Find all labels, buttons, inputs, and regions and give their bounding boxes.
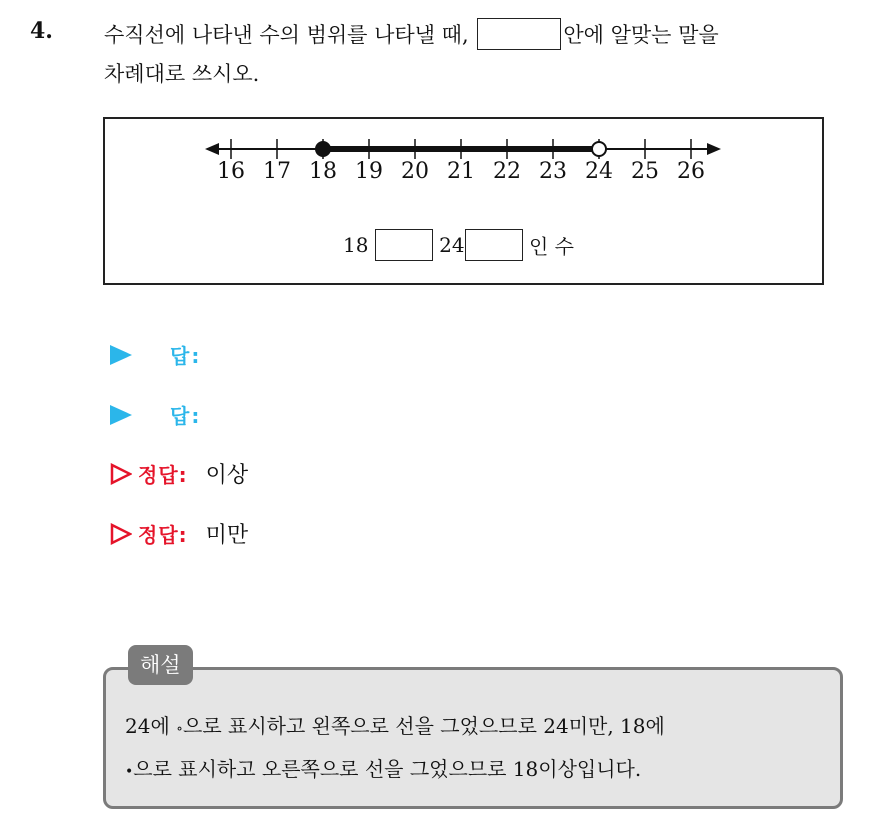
tick-label: 18 (309, 159, 337, 184)
red-outline-triangle-icon (110, 463, 132, 485)
question-blank-box (477, 18, 561, 50)
answer-label-1: 답: (170, 344, 202, 368)
range-blank-1 (375, 229, 433, 261)
tick-label: 20 (401, 159, 429, 184)
question-text-after: 안에 알맞는 말을 (563, 23, 719, 47)
question-text-before: 수직선에 나타낸 수의 범위를 나타낼 때, (104, 23, 469, 47)
tick-label: 17 (263, 159, 291, 184)
tick-label: 26 (677, 159, 705, 184)
blue-triangle-icon (110, 345, 132, 365)
answer-label-2: 답: (170, 404, 202, 428)
right-arrow-icon (707, 143, 721, 155)
answer-row-1 (110, 340, 201, 369)
correct-label-1: 정답: (138, 463, 188, 487)
question-number: 4. (30, 18, 53, 44)
tick-label: 24 (585, 159, 613, 184)
open-point-marker (592, 142, 606, 156)
range-start: 18 (343, 233, 369, 257)
range-middle: 24 (439, 233, 465, 257)
correct-label-2: 정답: (138, 523, 188, 547)
question-text-line2: 차례대로 쓰시오. (104, 62, 260, 86)
open-circle-symbol: ∘ (176, 721, 184, 737)
red-outline-triangle-icon (110, 523, 132, 545)
tick-label: 22 (493, 159, 521, 184)
range-statement (343, 229, 574, 261)
blue-triangle-icon (110, 405, 132, 425)
correct-answer-row-1 (110, 458, 248, 489)
explanation-text (125, 706, 825, 792)
explanation-tag: 해설 (128, 645, 193, 685)
filled-dot-symbol: • (125, 764, 134, 780)
range-blank-2 (465, 229, 523, 261)
tick-label: 23 (539, 159, 567, 184)
tick-label: 25 (631, 159, 659, 184)
correct-answer-row-2 (110, 518, 248, 549)
range-end: 인 수 (528, 234, 574, 259)
tick-label: 21 (447, 159, 475, 184)
correct-answer-2: 미만 (205, 523, 249, 548)
explanation-line-2: •으로 표시하고 오른쪽으로 선을 그었으므로 18이상입니다. (125, 757, 642, 781)
question-text-line1 (104, 18, 719, 50)
number-line (105, 119, 826, 287)
correct-answer-1: 이상 (205, 463, 249, 488)
tick-label: 16 (217, 159, 245, 184)
closed-point-marker (315, 141, 331, 157)
tick-label: 19 (355, 159, 383, 184)
explanation-line-1: 24에 ∘으로 표시하고 왼쪽으로 선을 그었으므로 24미만, 18에 (125, 714, 665, 738)
answer-row-2 (110, 400, 201, 429)
left-arrow-icon (205, 143, 219, 155)
